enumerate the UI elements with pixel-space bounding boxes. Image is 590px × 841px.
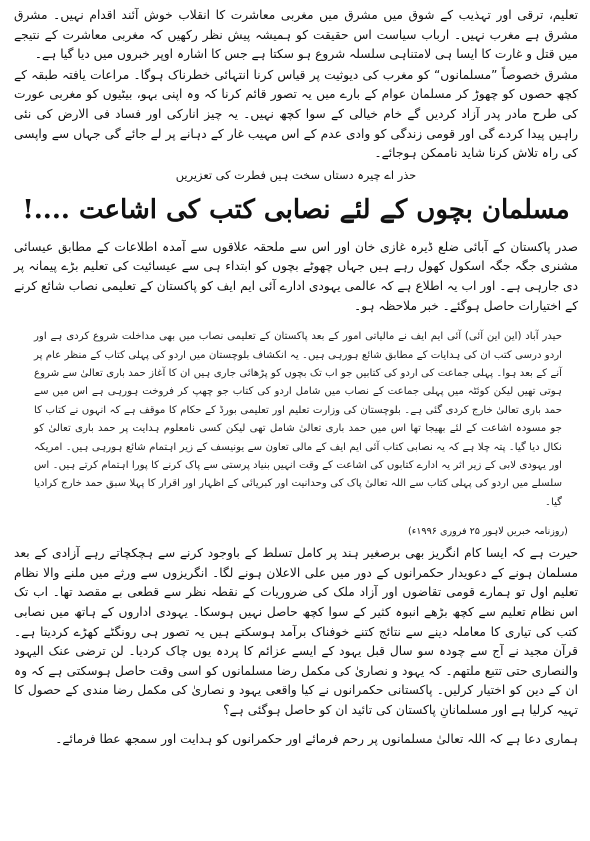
paragraph-news: صدر پاکستان کے آبائی ضلع ڈیرہ غازی خان اور اس سے ملحقہ علاقوں سے آمدہ اطلاعات کے مطابق عیسائی مشنری جگہ جگہ اسکول کھول رہے ہیں جہاں چھوٹے بچوں کو ابتداء ہی سے عیسائیت کی تعلیم بڑے پیمانہ پر دی جارہی ہے۔ اور اب یہ اطلاع ہے کہ عالمی یہودی ادارے آئی ایم ایف کو پاکستان کے تعلیمی نصاب شائع کرنے کے اختیارات حاصل ہوگئے۔ خبر ملاحظہ ہو۔ <box>14 239 578 313</box>
quote-source: (روزنامہ خبریں لاہور ۲۵ فروری ۱۹۹۶ء) <box>408 526 568 538</box>
article-headline: مسلمان بچوں کے لئے نصابی کتب کی اشاعت ....! <box>22 194 570 225</box>
paragraph-top: تعلیم، ترقی اور تہذیب کے شوق میں مشرق میں مغربی معاشرت کا انقلاب خوش آئند اقدام نہیں۔ مشرق مشرق ہے مغرب نہیں۔ ارباب سیاست اس حقیقت کو ہمیشہ پیش نظر رکھیں کہ مغربی معاشرت کے نتیجے میں قتل و غارت کا ایسا ہی لامتناہی سلسلہ شروع ہو سکتا ہے جس کا اشارہ اوپر خبروں میں دیا گیا ہے۔ <box>14 8 578 62</box>
verse-caption: حذر اے چیرہ دستاں سخت ہیں فطرت کی تعزیریں <box>175 167 417 182</box>
paragraph-east: مشرق خصوصاً ”مسلمانوں“ کو مغرب کی دیوثیت پر قیاس کرنا انتہائی خطرناک ہوگا۔ مراعات یافتہ طبقہ کے کچھ حصوں کو چھوڑ کر مسلمان عوام کے بارے میں یہ تصور قائم کرنا کہ وہ اپنی بہو، بیٹیوں کو مغربی عورت کی طرح مادر پدر آزاد کردیں گے خام خیالی کے سوا کچھ نہیں۔ یہ چیز انارکی اور فساد فی الارض کی نئی راہیں پیدا کردے گی اور قومی زندگی کو وادی عدم کے اس مہیب غار کے دہانے پر لے جائے گی جہاں سے واپسی کی راہ تلاش کرنا شاید ناممکن ہوجائے۔ <box>14 67 578 161</box>
paragraph-analysis: حیرت ہے کہ ایسا کام انگریز بھی برصغیر ہند پر کامل تسلط کے باوجود کرنے سے ہچکچاتے رہے آزادی کے بعد مسلمان ہونے کے دعویدار حکمرانوں کے دور میں علی الاعلان ہونے لگا۔ انگریزوں سے ورثے میں ملنے والا نظام تعلیم اول تو ہمارے قومی تقاضوں اور آزاد ملک کی ضروریات کے نقطہ نظر سے قطعی بے مقصد تھا۔ اب تک اس نظام تعلیم سے کچھ بڑھے انبوہ کثیر کے سوا کچھ حاصل نہیں ہوسکا۔ یہودی اداروں کے ہاتھ میں نصابی کتب کی تیاری کا معاملہ دینے سے نتائج کتنے خوفناک برآمد ہوسکتے ہیں یہ تصور ہی رونگٹے کھڑے کردیتا ہے۔ قرآن مجید نے آج سے چودہ سو سال قبل یہود کے ایسے عزائم کا پردہ یوں چاک کردیا۔ لن ترضی عنک الیہود والنصاری حتی تتبع ملتھم۔ کہ یہود و نصاریٰ کی مکمل رضا مسلمانوں کو اسی وقت حاصل ہوسکتی ہے کہ وہ ان کے دین کو اختیار کرلیں۔ پاکستانی حکمرانوں نے کیا واقعی یہود و نصاریٰ کی مکمل رضا مندی کے حصول کا تہیہ کرلیا ہے اور مسلمانانِ پاکستان کی تائید ان کو حاصل ہوگئی ہے؟ <box>14 546 578 717</box>
news-quote: حیدر آباد (این این آئی) آئی ایم ایف نے مالیاتی امور کے بعد پاکستان کے تعلیمی نصاب میں بھی مداخلت شروع کردی ہے اور اردو درسی کتب ان کی ہدایات کے مطابق شائع ہورہی ہیں۔ یہ انکشاف بلوچستان میں اردو کی پہلی کتاب کے منظر عام پر آنے کے بعد ہوا۔ پہلی جماعت کی اردو کی کتابیں جو اب تک بچوں کو پڑھائی جاری ہیں ان کا آغاز حمد باری تعالیٰ سے شروع ہوتی تھیں لیکن کوئٹہ میں پہلی جماعت کے نصاب میں شامل اردو کی کتاب جو چھپ کر فروخت ہورہی ہے اس میں سے حمد باری تعالیٰ خارج کردی گئی ہے۔ بلوچستان کی وزارت تعلیم اور تعلیمی بورڈ کے حکام کا موقف ہے کہ انہوں نے کتاب کا جو مسودہ اشاعت کے لئے بھیجا تھا اس میں حمد باری تعالیٰ شامل تھی لیکن کسی نامعلوم ہدایت پر حمد باری تعالیٰ کو نکال دیا گیا۔ پتہ چلا ہے کہ یہ نصابی کتاب آئی ایم ایف کے مالی تعاون سے یونیسف کے زیر اہتمام شائع ہورہی ہیں۔ امریکہ اور یہودی لابی کے زیر اثر یہ ادارے کتابوں کی اشاعت کے وقت انہیں بنیاد پرستی سے پاک کرنے کا پورا اہتمام کرتے ہیں۔ اس سلسلے میں اردو کی پہلی کتاب سے اللہ تعالیٰ پاک کی وحدانیت اور کبریائی کے اظہار اور اقرار کا پہلا سبق حمد خارج کرادیا گیا۔ <box>34 331 562 508</box>
closing-prayer: ہماری دعا ہے کہ اللہ تعالیٰ مسلمانوں پر رحم فرمائے اور حکمرانوں کو ہدایت اور سمجھ عطا فرمائے۔ <box>55 731 578 746</box>
